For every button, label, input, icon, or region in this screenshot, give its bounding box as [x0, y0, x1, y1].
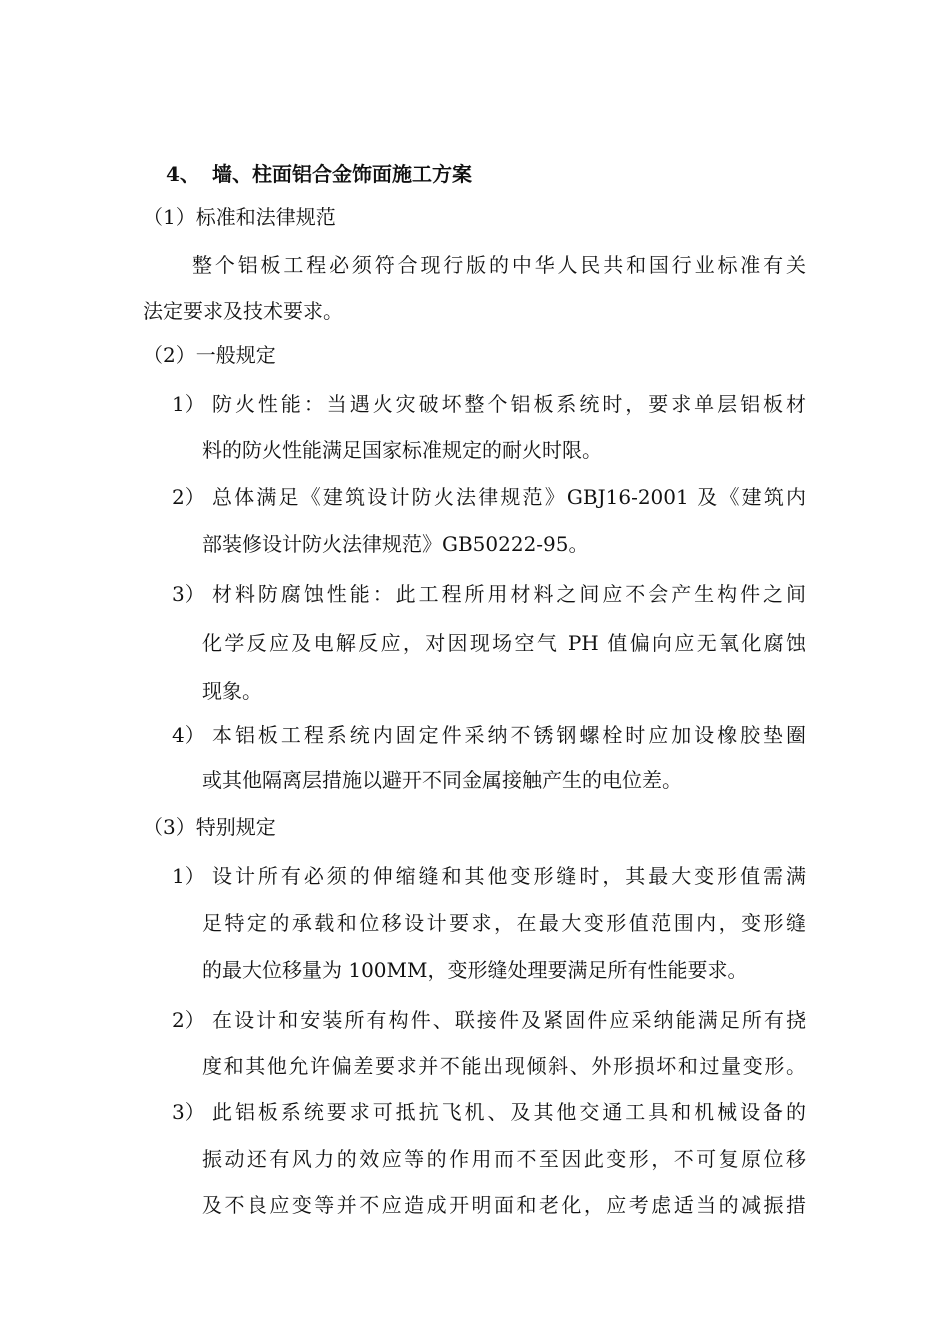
section-heading-number: 4、 [166, 162, 200, 186]
subsection-title-3: （3）特别规定 [143, 815, 276, 839]
list-item-line: 的最大位移量为 100MM，变形缝处理要满足所有性能要求。 [202, 958, 748, 982]
list-item-number: 3） [172, 1100, 205, 1124]
list-item-line: 度和其他允许偏差要求并不能出现倾斜、外形损坏和过量变形。 [202, 1054, 806, 1078]
list-item-line: 现象。 [202, 679, 262, 703]
list-item-number: 2） [172, 485, 205, 509]
list-item-line: 本铝板工程系统内固定件采纳不锈钢螺栓时应加设橡胶垫圈 [212, 723, 806, 747]
section-heading-title: 墙、柱面铝合金饰面施工方案 [212, 162, 472, 186]
list-item-line: 及不良应变等并不应造成开明面和老化，应考虑适当的减振措 [202, 1193, 806, 1217]
list-item-number: 1） [172, 864, 205, 888]
paragraph-line: 整个铝板工程必须符合现行版的中华人民共和国行业标准有关 [192, 253, 806, 277]
list-item-number: 1） [172, 392, 205, 416]
list-item-number: 3） [172, 582, 205, 606]
list-item-number: 2） [172, 1008, 205, 1032]
list-item-line: 总体满足《建筑设计防火法律规范》GBJ16-2001 及《建筑内 [212, 485, 806, 509]
list-item-line: 料的防火性能满足国家标准规定的耐火时限。 [202, 438, 602, 462]
list-item-line: 防火性能：当遇火灾破坏整个铝板系统时，要求单层铝板材 [212, 392, 806, 416]
list-item-line: 此铝板系统要求可抵抗飞机、及其他交通工具和机械设备的 [212, 1100, 806, 1124]
list-item-line: 在设计和安装所有构件、联接件及紧固件应采纳能满足所有挠 [212, 1008, 806, 1032]
list-item-line: 部装修设计防火法律规范》GB50222-95。 [202, 532, 589, 556]
list-item-number: 4） [172, 723, 205, 747]
paragraph-line: 法定要求及技术要求。 [143, 299, 343, 323]
subsection-title-1: （1）标准和法律规范 [143, 205, 336, 229]
list-item-line: 化学反应及电解反应，对因现场空气 PH 值偏向应无氧化腐蚀 [202, 631, 806, 655]
list-item-line: 足特定的承载和位移设计要求，在最大变形值范围内，变形缝 [202, 911, 806, 935]
list-item-line: 或其他隔离层措施以避开不同金属接触产生的电位差。 [202, 768, 682, 792]
subsection-title-2: （2）一般规定 [143, 343, 276, 367]
list-item-line: 材料防腐蚀性能：此工程所用材料之间应不会产生构件之间 [212, 582, 806, 606]
list-item-line: 振动还有风力的效应等的作用而不至因此变形，不可复原位移 [202, 1147, 806, 1171]
list-item-line: 设计所有必须的伸缩缝和其他变形缝时，其最大变形值需满 [212, 864, 806, 888]
